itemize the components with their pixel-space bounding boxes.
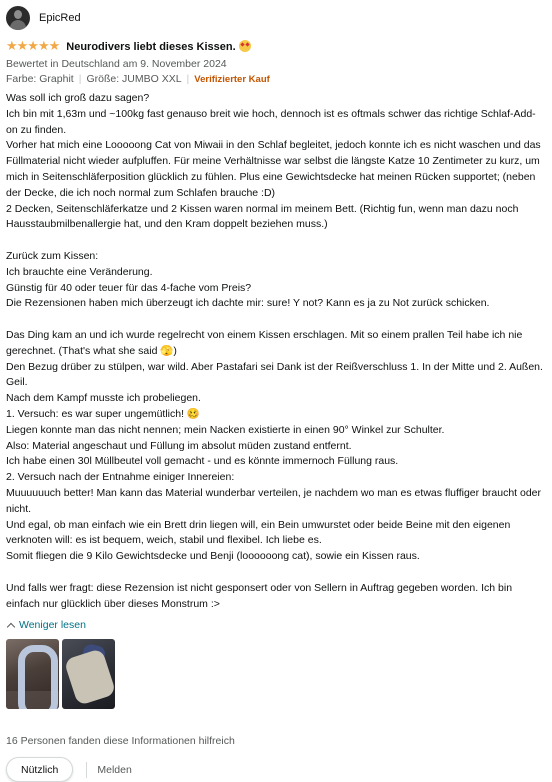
avatar-body xyxy=(10,20,26,30)
divider xyxy=(86,762,87,778)
show-less-link[interactable] xyxy=(6,617,546,633)
helpful-count: 16 Personen fanden diese Informationen hilfreich xyxy=(6,735,235,748)
review-title[interactable] xyxy=(66,40,250,53)
chevron-up-icon xyxy=(7,623,15,631)
review-title-text[interactable]: Neurodivers liebt dieses Kissen. xyxy=(66,40,236,53)
review-title-row xyxy=(6,39,546,53)
review-image-thumbnail[interactable] xyxy=(62,639,115,709)
star-rating[interactable]: ★★★★★ xyxy=(6,38,60,53)
customer-review xyxy=(6,6,546,782)
avatar-head xyxy=(14,10,22,19)
variant-color: Farbe: Graphit xyxy=(6,73,74,85)
review-variant xyxy=(6,72,546,87)
show-less-label[interactable]: Weniger lesen xyxy=(19,619,86,632)
divider: | xyxy=(186,73,190,85)
photo-blanket xyxy=(64,648,115,706)
helpful-button[interactable]: Nützlich xyxy=(6,757,73,782)
review-image-thumbnail[interactable] xyxy=(6,639,59,709)
review-actions xyxy=(6,757,546,782)
reviewer-profile[interactable] xyxy=(6,6,546,30)
variant-size: Größe: JUMBO XXL xyxy=(86,73,182,85)
divider: | xyxy=(78,73,82,85)
verified-purchase-badge: Verifizierter Kauf xyxy=(194,74,270,85)
report-link[interactable]: Melden xyxy=(97,763,132,776)
photo-pillow xyxy=(18,645,58,709)
review-images xyxy=(6,639,546,709)
heart-eyes-emoji-icon xyxy=(239,40,251,52)
review-body: Was soll ich groß dazu sagen? Ich bin mit 1,63m und ~100kg fast genauso breit wie hoch, dennoch ist es oftmals schwer das richtige Schlaf-Add-on zu finden. Vorher hat mich eine Looooong Cat von Miwaii in den Schlaf begleitet, jedoch konnte ich es nicht waschen und das Füllmaterial nicht wieder aufpluffen. Für meine Verhältnisse war selbst die längste Katze 10 Zentimeter zu kurz, um mich in Seitenschläferposition glücklich zu fühlen. Plus eine Gewichtsdecke hat meinen Rücken supportet; (neben der Decke, die ich noch normal zum Schlafen brauche :D) 2 Decken, Seitenschläferkatze und 2 Kissen waren normal im meinem Bett. (Richtig fun, wenn man dazu noch Hausstaubmilbenallergie hat, und den Kram doppelt beziehen muss.) Zurück zum Kissen: Ich brauchte eine Veränderung. Günstig für 40 oder teuer für das 4-fache vom Preis? Die Rezensionen haben mich überzeugt ich dachte mir: sure! Y not? Kann es ja zu Not zurück schicken. Das Ding kam an und ich wurde regelrecht von einem Kissen erschlagen. Mit so einem prallen Teil habe ich nie gerechnet. (That's what she said 🫣) Den Bezug drüber zu stülpen, war wild. Aber Pastafari sei Dank ist der Reißverschluss 1. In der Mitte und 2. Außen. Geil. Nach dem Kampf musste ich probeliegen. 1. Versuch: es war super ungemütlich! 🥴 Liegen konnte man das nicht nennen; mein Nacken existierte in einen 90° Winkel zur Schulter. Also: Material angeschaut und Füllung im absolut müden zustand entfernt. Ich habe einen 30l Müllbeutel voll gemacht - und es könnte immernoch Füllung raus. 2. Versuch nach der Entnahme einiger Innereien: Muuuuuuch better! Man kann das Material wunderbar verteilen, je nachdem wo man es etwas fluffiger braucht oder nicht. Und egal, ob man einfach wie ein Brett drin liegen will, ein Bein umwurstet oder beide Beine mit den eigenen verknoten will: es ist bequem, weich, stabil und flexibel. Ich liebe es. Somit fliegen die 9 Kilo Gewichtsdecke und Benji (loooooong cat), sowie ein Kissen raus. Und falls wer fragt: diese Rezension ist nicht gesponsert oder von Sellern in Auftrag gegeben worden. Ich bin einfach nur glücklich über dieses Monstrum :> xyxy=(6,92,543,610)
avatar[interactable] xyxy=(6,6,30,30)
review-date: Bewertet in Deutschland am 9. November 2024 xyxy=(6,58,227,70)
profile-name[interactable]: EpicRed xyxy=(39,12,81,24)
